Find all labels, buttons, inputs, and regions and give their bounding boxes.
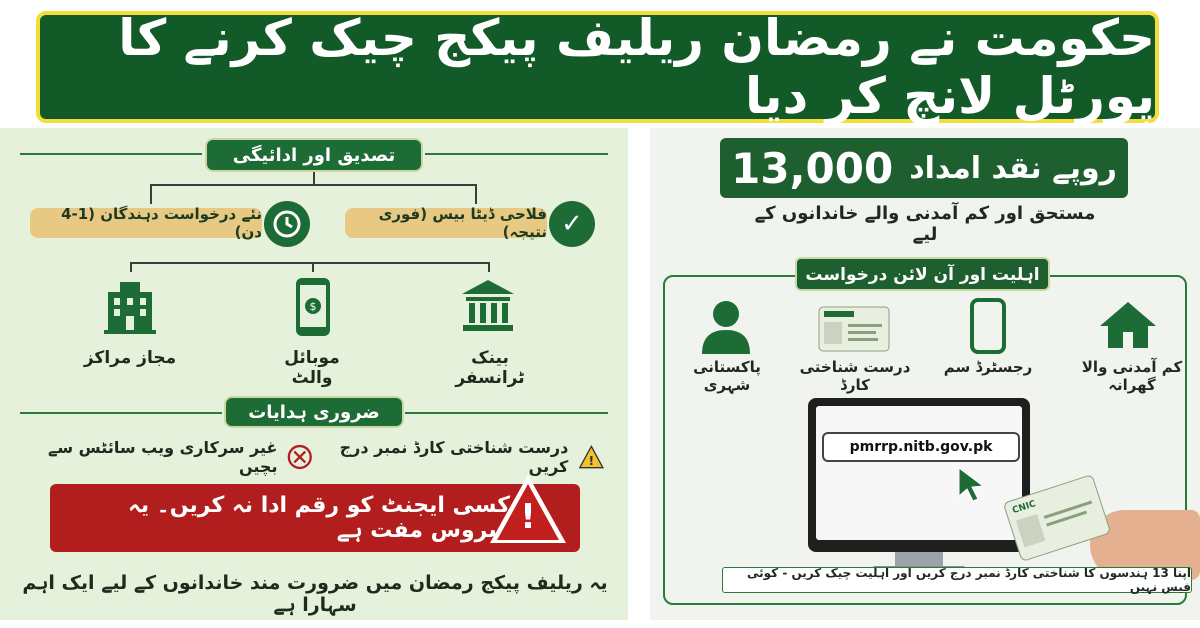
page-title: حکومت نے رمضان ریلیف پیکج چیک کرنے کا پورٹل لانچ کر دیا — [118, 9, 1155, 125]
tree-line — [313, 172, 315, 184]
warning-icon — [578, 443, 605, 471]
req-cnic-label: درست شناختی کارڈ — [799, 358, 911, 394]
clock-icon — [264, 201, 310, 247]
bottom-caption: یہ ریلیف پیکج رمضان میں ضرورت مند خاندانوں کے لیے ایک اہم سہارا ہے — [22, 572, 608, 616]
amount-box — [720, 138, 1128, 198]
bank-icon — [458, 276, 518, 336]
svg-text:!: ! — [588, 452, 595, 468]
tree-line — [130, 262, 490, 264]
payment-mobile-label: موبائل والٹ — [284, 348, 340, 388]
title-banner — [36, 11, 1159, 123]
citizen-person-icon — [698, 298, 754, 356]
house-icon — [1098, 300, 1158, 350]
tree-line — [150, 184, 152, 204]
note-fake-text: غیر سرکاری ویب سائٹس سے بچیں — [48, 438, 278, 476]
agent-warning-text: کسی ایجنٹ کو رقم ادا نہ کریں۔ یہ سروس مفت ہے — [128, 493, 510, 543]
divider — [20, 412, 222, 414]
notes-title: ضروری ہدایات — [224, 396, 404, 428]
tree-line — [312, 262, 314, 272]
amount-text: روپے نقد امداد — [909, 150, 1117, 186]
option-database: فلاحی ڈیٹا بیس (فوری نتیجہ) — [345, 208, 547, 238]
exclamation-icon: ! — [520, 497, 536, 537]
tree-line — [150, 184, 476, 186]
req-home-label: کم آمدنی والا گھرانہ — [1081, 358, 1183, 394]
portal-url[interactable]: pmrrp.nitb.gov.pk — [822, 432, 1020, 462]
payment-bank-label: بینک ٹرانسفر — [455, 348, 525, 388]
card-photo — [1016, 514, 1046, 547]
instruction-note: اپنا 13 ہندسوں کا شناختی کارڈ نمبر درج کریں اور اہلیت چیک کریں - کوئی فیس نہیں — [722, 567, 1192, 593]
req-sim-label: رجسٹرڈ سم — [943, 358, 1033, 376]
note-fake-sites — [28, 438, 313, 476]
authorized-center-icon — [100, 276, 160, 336]
amount-subtitle: مستحق اور کم آمدنی والے خاندانوں کے لیے — [754, 203, 1096, 245]
svg-text:$: $ — [309, 300, 317, 313]
option-new-applicants: نئے درخواست دہندگان (1-4 دن) — [30, 208, 262, 238]
req-citizen-label: پاکستانی شہری — [693, 358, 761, 394]
tree-line — [488, 262, 490, 272]
divider — [425, 153, 608, 155]
monitor-screen — [816, 406, 1022, 540]
mobile-wallet-icon — [288, 276, 338, 338]
cursor-icon — [955, 466, 987, 502]
card-brand: CNIC — [1011, 499, 1038, 517]
note-cnic-text: درست شناختی کارڈ نمبر درج کریں — [339, 438, 569, 476]
tree-line — [475, 184, 477, 204]
divider — [20, 153, 202, 155]
payment-centers-label: مجاز مراکز — [83, 348, 177, 368]
check-icon: ✓ — [549, 201, 595, 247]
sim-phone-icon — [970, 298, 1006, 354]
divider — [405, 412, 608, 414]
eligibility-title: اہلیت اور آن لائن درخواست — [795, 257, 1050, 291]
prohibited-icon — [287, 443, 313, 471]
cnic-card-icon — [818, 306, 890, 352]
amount-number: 13,000 — [731, 143, 894, 193]
note-cnic — [325, 438, 605, 476]
verify-title: تصدیق اور ادائیگی — [205, 138, 423, 172]
